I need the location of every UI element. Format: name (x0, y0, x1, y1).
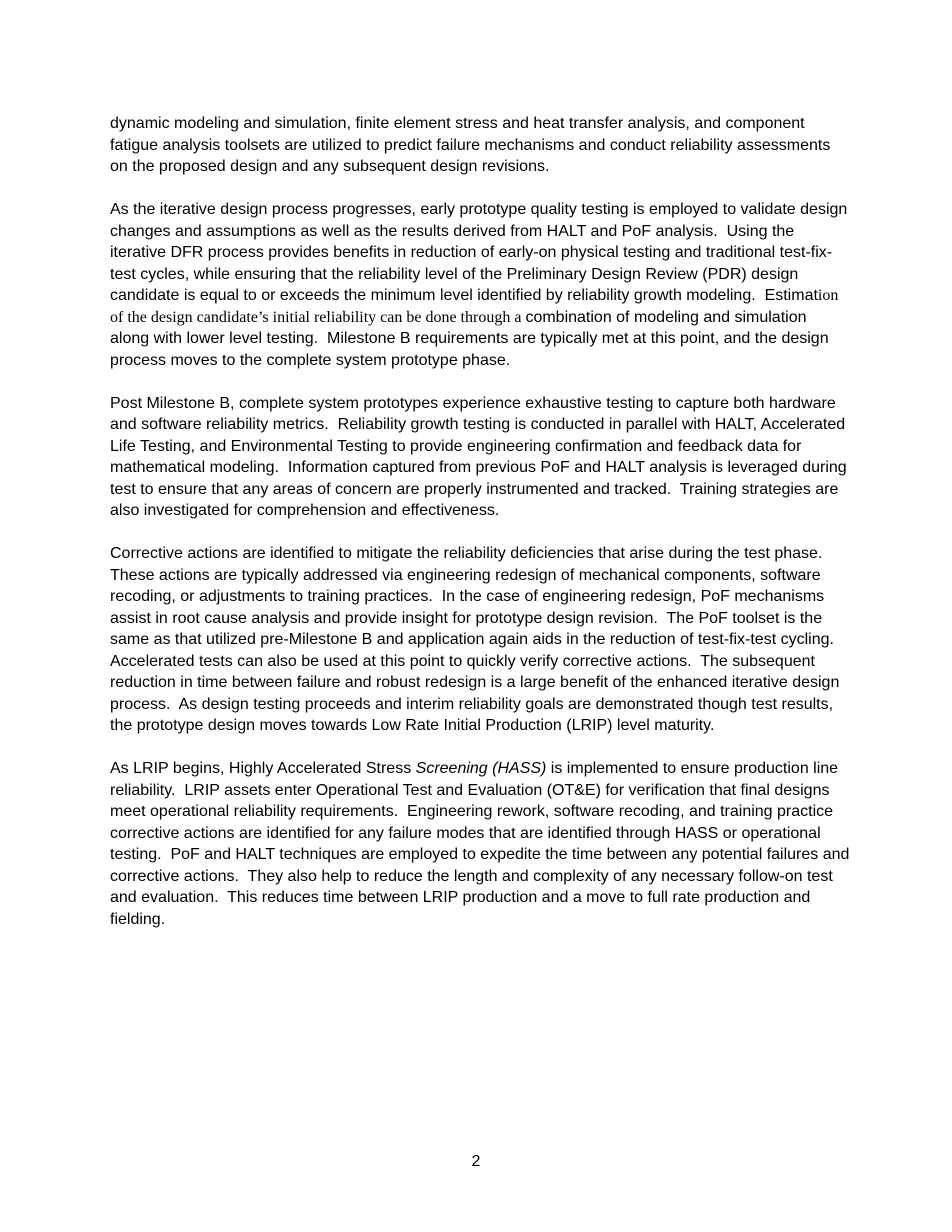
text-run: Post Milestone B, complete system prototypes experience exhaustive testing to capture both hardware and software reliability metrics. Reliability growth testing is conducted in parallel with HALT, Accelerated Life Testing, and Environmental Testing to provide engineering confirmation and feedback data for mathematical modeling. Information captured from previous PoF and HALT analysis is leveraged during test to ensure that any areas of concern are properly instrumented and tracked. Training strategies are also investigated for comprehension and effectiveness. (110, 394, 852, 519)
paragraph-post-milestone-b (110, 393, 850, 522)
text-run: As the iterative design process progresses, early prototype quality testing is employed to validate design changes and assumptions as well as the results derived from HALT and PoF analysis. Using the iterative DFR process provides benefits in reduction of early-on physical testing and traditional test-fix-test cycles, while ensuring that the reliability level of the Preliminary Design Review (PDR) design candidate is equal to or exceeds the minimum level identified by reliability growth modeling. Estimat (110, 201, 852, 304)
paragraph-lrip (110, 758, 854, 930)
text-run: is implemented to ensure production line reliability. LRIP assets enter Operational Test and Evaluation (OT&E) for verification that final designs meet operational reliability requirements. Engineering rework, software recoding, and training practice corrective actions are identified for any failure modes that are identified through HASS or operational testing. PoF and HALT techniques are employed to expedite the time between any potential failures and corrective actions. They also help to reduce the length and complexity of any necessary follow-on test and evaluation. This reduces time between LRIP production and a move to full rate production and fielding. (110, 760, 854, 928)
text-run: combination of modeling and simulation along with lower level testing. Milestone B requirements are typically met at this point, and the design process moves to the complete system prototype phase. (110, 308, 834, 369)
page-number: 2 (471, 1153, 481, 1170)
paragraph-corrective-actions (110, 543, 850, 737)
paragraph-iterative-design (110, 199, 850, 371)
page-content (110, 113, 854, 952)
text-run: Corrective actions are identified to mitigate the reliability deficiencies that arise during the test phase. These actions are typically addressed via engineering redesign of mechanical components, software recoding, or adjustments to training practices. In the case of engineering redesign, PoF mechanisms assist in root cause analysis and provide insight for prototype design revision. The PoF toolset is the same as that utilized pre-Milestone B and application again aids in the reduction of test-fix-test cycling. Accelerated tests can also be used at this point to quickly verify corrective actions. The subsequent reduction in time between failure and robust redesign is a large benefit of the enhanced iterative design process. As design testing proceeds and interim reliability goals are demonstrated though test results, the prototype design moves towards Low Rate Initial Production (LRIP) level maturity. (110, 545, 844, 734)
text-run: dynamic modeling and simulation, finite element stress and heat transfer analysis, and component fatigue analysis toolsets are utilized to predict failure mechanisms and conduct reliability assessments on the proposed design and any subsequent design revisions. (110, 115, 835, 175)
text-run-serif: ion of the design candidate’s initial reliability can be done through a (110, 287, 843, 326)
text-run-italic: Screening (HASS) (415, 760, 547, 777)
text-run: As LRIP begins, Highly Accelerated Stress (110, 760, 416, 777)
paragraph-continuation (110, 113, 850, 178)
